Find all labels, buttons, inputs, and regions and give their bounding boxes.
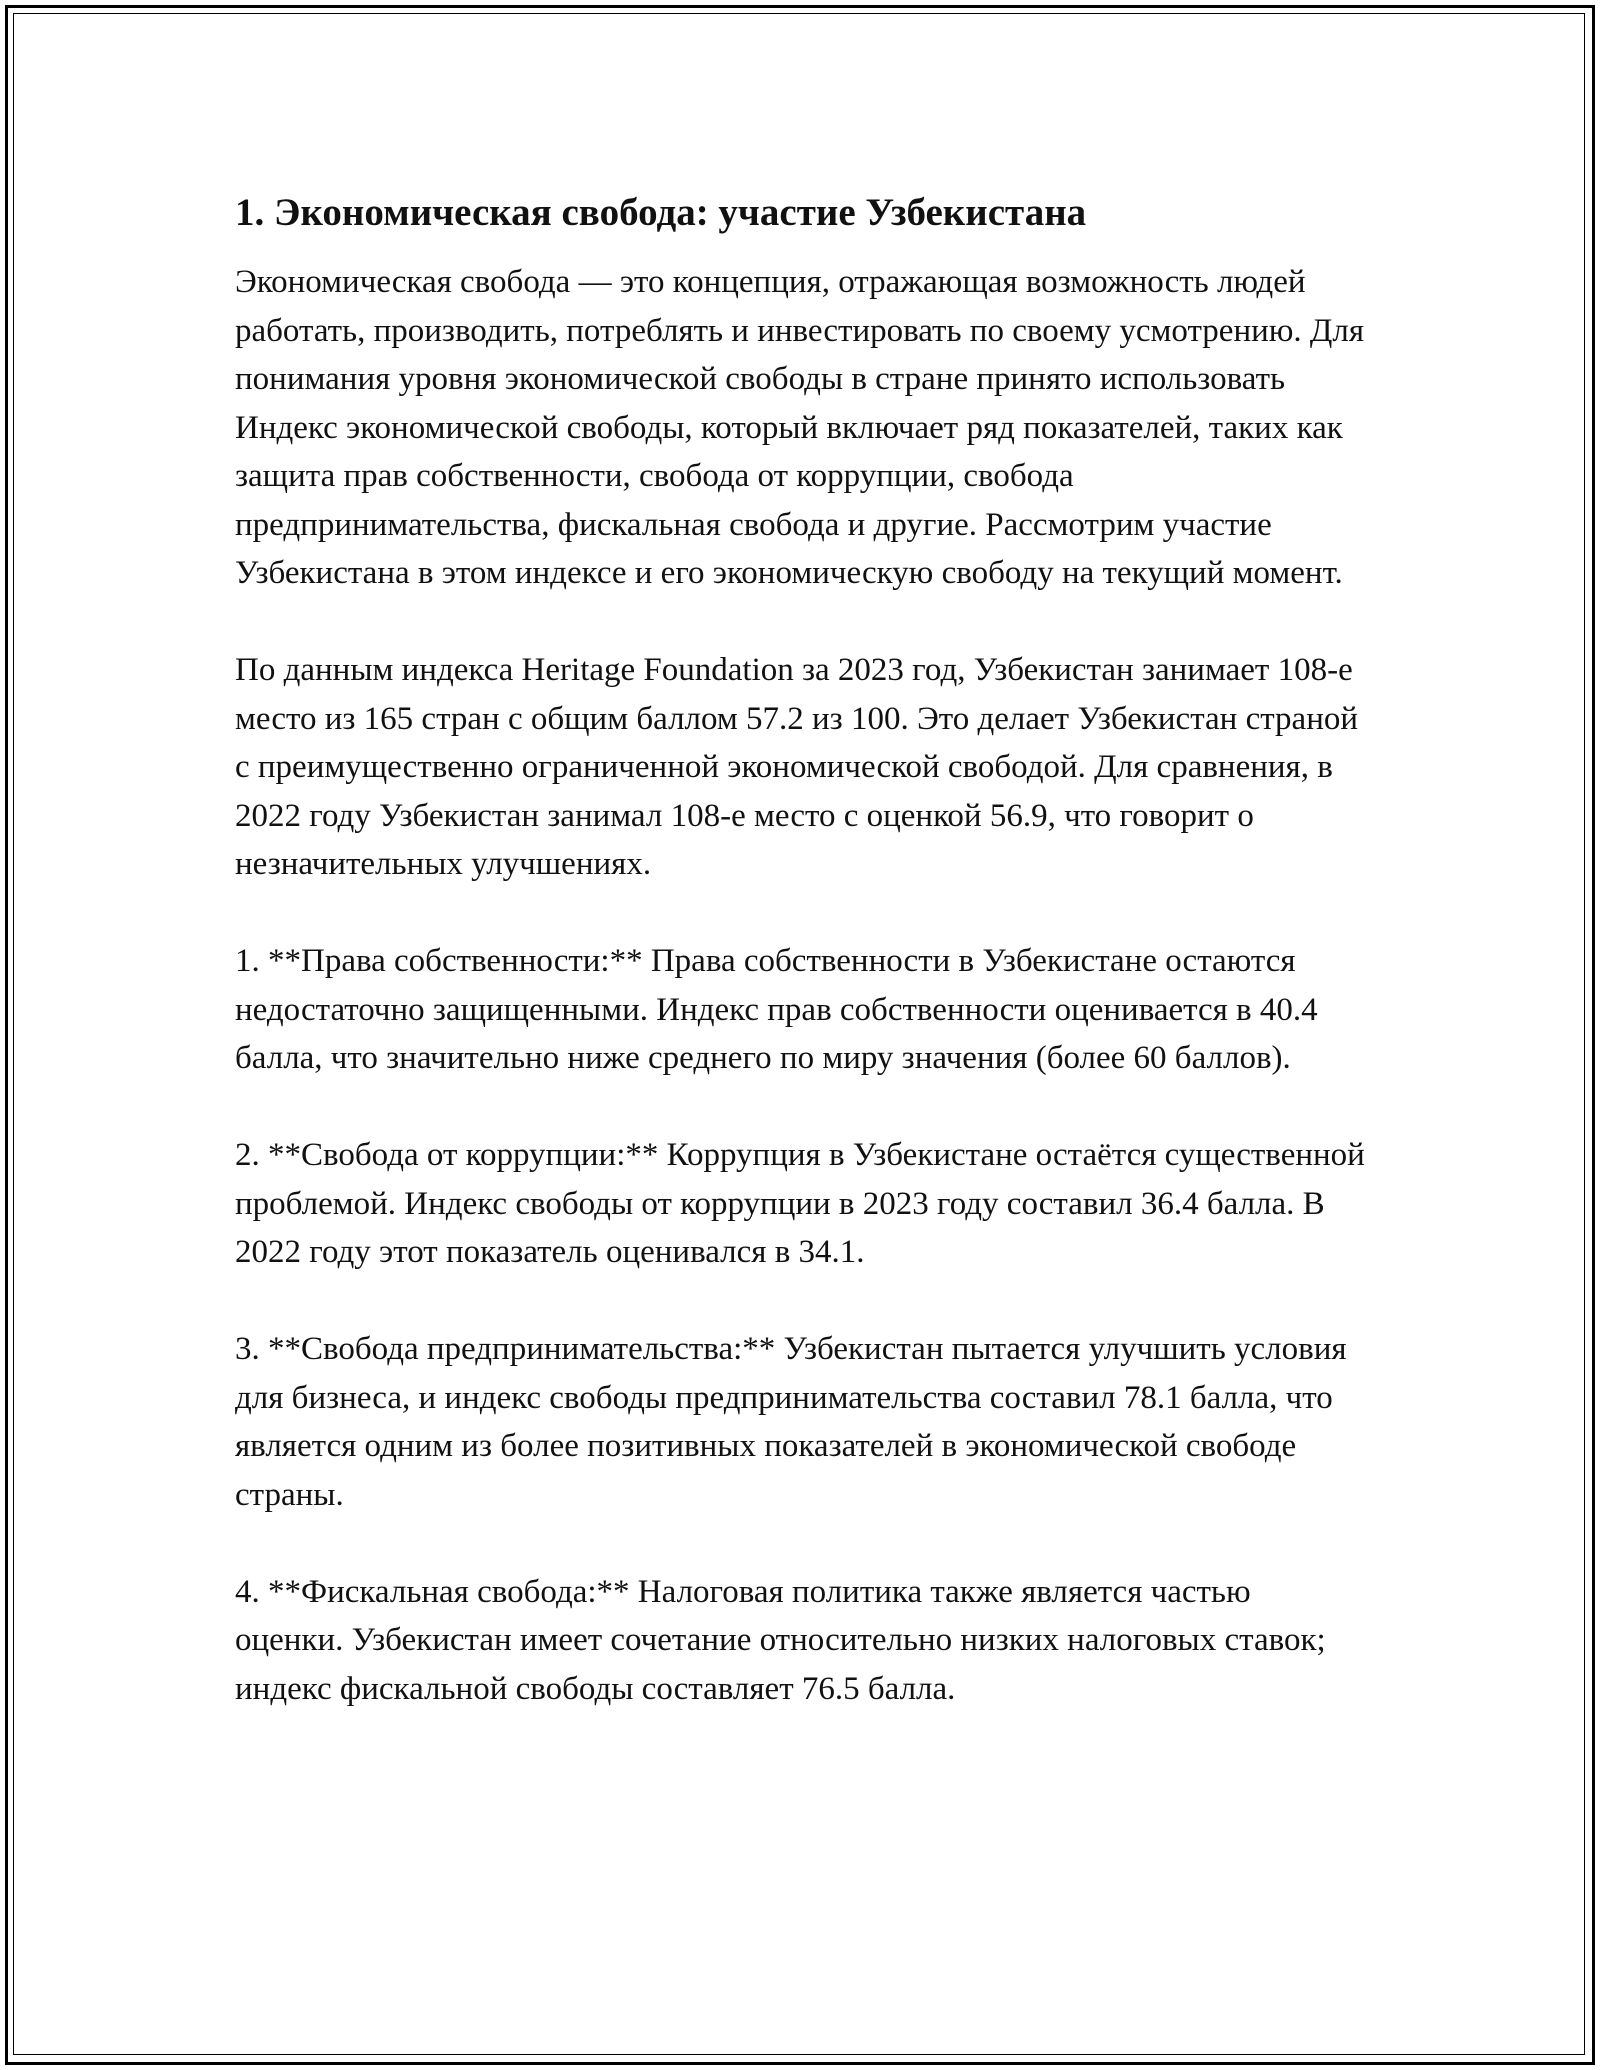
- paragraph-business-freedom: 3. **Свобода предпринимательства:** Узбекистан пытается улучшить условия для бизнеса, и индекс свободы предпринимательства составил 78.1 балла, что является одним из более позитивных показателей в экономической свободе страны.: [235, 1331, 1347, 1513]
- document-body: [235, 185, 1365, 1713]
- paragraph-fiscal-freedom: 4. **Фискальная свобода:** Налоговая политика также является частью оценки. Узбекистан имеет сочетание относительно низких налоговых ставок; индекс фискальной свободы составляет 76.5 балла.: [235, 1573, 1326, 1707]
- paragraph-intro: Экономическая свобода — это концепция, отражающая возможность людей работать, производить, потреблять и инвестировать по своему усмотрению. Для понимания уровня экономической свободы в стране принято использовать Индекс экономической свободы, который включает ряд показателей, таких как защита прав собственности, свобода от коррупции, свобода предпринимательства, фискальная свобода и другие. Рассмотрим участие Узбекистана в этом индексе и его экономическую свободу на текущий момент.: [235, 264, 1365, 591]
- paragraph-corruption: 2. **Свобода от коррупции:** Коррупция в Узбекистане остаётся существенной проблемой. Индекс свободы от коррупции в 2023 году составил 36.4 балла. В 2022 году этот показатель оценивался в 34.1.: [235, 1137, 1365, 1270]
- paragraph-property-rights: 1. **Права собственности:** Права собственности в Узбекистане остаются недостаточно защищенными. Индекс прав собственности оценивается в 40.4 балла, что значительно ниже среднего по миру значения (более 60 баллов).: [235, 943, 1318, 1076]
- document-title: 1. Экономическая свобода: участие Узбекистана: [235, 191, 1087, 234]
- paragraph-index-ranking: По данным индекса Heritage Foundation за 2023 год, Узбекистан занимает 108-е место из 165 стран с общим баллом 57.2 из 100. Это делает Узбекистан страной с преимущественно ограниченной экономической свободой. Для сравнения, в 2022 году Узбекистан занимал 108-е место с оценкой 56.9, что говорит о незначительных улучшениях.: [235, 652, 1359, 882]
